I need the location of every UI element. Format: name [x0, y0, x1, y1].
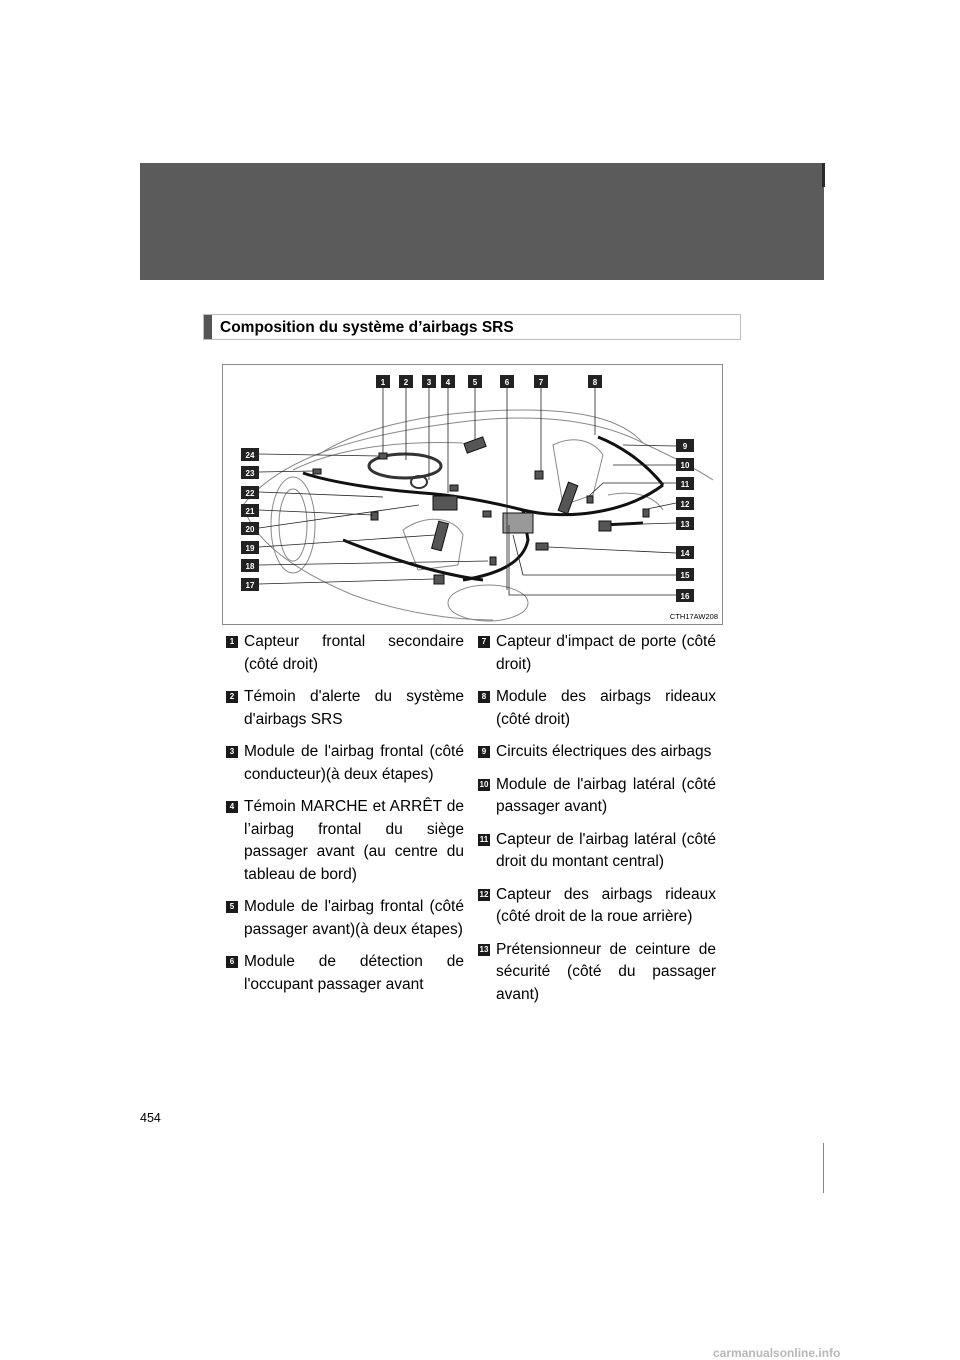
- diagram-label-1: 1: [380, 378, 386, 387]
- item-number: 10: [479, 779, 489, 789]
- item-text: Témoin MARCHE et ARRÊT de l’airbag frontal du siège passager avant (au centre du tableau de bord): [244, 798, 464, 883]
- list-item: [476, 939, 716, 1007]
- item-text: Capteur frontal secondaire (côté droit): [244, 633, 464, 673]
- item-number: 7: [478, 636, 490, 648]
- item-text: Capteur de l'airbag latéral (côté droit du montant central): [496, 830, 716, 870]
- item-number: 8: [478, 691, 490, 703]
- crop-mark-top: [822, 163, 825, 187]
- watermark: carmanualsonline.info: [713, 1346, 841, 1360]
- diagram-label-9: 9: [682, 442, 688, 451]
- section-title-box: [203, 314, 741, 340]
- diagram-label-24: 24: [245, 451, 255, 460]
- item-number: 2: [226, 691, 238, 703]
- diagram-label-8: 8: [592, 378, 598, 387]
- diagram-label-21: 21: [245, 507, 255, 516]
- figure-code: CTH17AW208: [669, 612, 718, 621]
- diagram-label-7: 7: [538, 378, 544, 387]
- section-title-bar: [204, 315, 212, 339]
- item-text: Module de l'airbag frontal (côté passager avant)(à deux étapes): [244, 898, 464, 938]
- item-text: Témoin d'alerte du système d'airbags SRS: [244, 688, 464, 728]
- diagram-label-22: 22: [245, 489, 255, 498]
- legend-list-right: [476, 631, 716, 1016]
- car-illustration: [223, 365, 722, 624]
- diagram-label-5: 5: [472, 378, 478, 387]
- list-item: [476, 686, 716, 731]
- item-number: 9: [478, 746, 490, 758]
- list-item: [224, 631, 464, 676]
- diagram-label-19: 19: [245, 544, 255, 553]
- list-item: [476, 829, 716, 874]
- item-text: Circuits électriques des airbags: [496, 743, 712, 760]
- legend-list-left: [224, 631, 464, 1006]
- item-text: Module de l'airbag frontal (côté conducteur)(à deux étapes): [244, 743, 464, 783]
- item-number: 5: [226, 901, 238, 913]
- item-number: 3: [226, 746, 238, 758]
- list-item: [224, 686, 464, 731]
- list-item: [476, 884, 716, 929]
- list-item: [476, 741, 716, 764]
- diagram-label-14: 14: [680, 549, 690, 558]
- diagram-label-17: 17: [245, 581, 255, 590]
- item-number: 12: [479, 889, 489, 899]
- diagram-label-16: 16: [680, 592, 690, 601]
- list-item: [224, 796, 464, 886]
- diagram-left-labels: [241, 448, 259, 591]
- header-band: [140, 163, 824, 280]
- diagram-label-20: 20: [245, 525, 255, 534]
- item-text: Capteur d'impact de porte (côté droit): [496, 633, 716, 673]
- list-item: [224, 896, 464, 941]
- diagram-right-labels: [676, 439, 694, 602]
- diagram-label-6: 6: [504, 378, 510, 387]
- diagram-label-13: 13: [680, 520, 690, 529]
- section-title: Composition du système d’airbags SRS: [220, 319, 514, 336]
- diagram-top-labels: [376, 375, 602, 388]
- item-text: Module de l'airbag latéral (côté passager avant): [496, 775, 716, 815]
- page-number: 454: [140, 1111, 161, 1125]
- item-text: Module des airbags rideaux (côté droit): [496, 688, 716, 728]
- item-text: Prétensionneur de ceinture de sécurité (côté du passager avant): [496, 940, 716, 1003]
- diagram-label-11: 11: [680, 480, 690, 489]
- diagram-label-23: 23: [245, 469, 255, 478]
- diagram-label-4: 4: [445, 378, 451, 387]
- item-text: Module de détection de l'occupant passager avant: [244, 953, 464, 993]
- list-item: [224, 951, 464, 996]
- item-number: 11: [479, 834, 489, 844]
- list-item: [476, 631, 716, 676]
- diagram-label-12: 12: [680, 500, 690, 509]
- diagram-label-2: 2: [403, 378, 409, 387]
- diagram-label-15: 15: [680, 571, 690, 580]
- list-item: [224, 741, 464, 786]
- item-number: 13: [479, 944, 489, 954]
- item-number: 6: [226, 956, 238, 968]
- list-item: [476, 774, 716, 819]
- item-number: 1: [226, 636, 238, 648]
- diagram-label-3: 3: [426, 378, 432, 387]
- airbag-system-diagram: [222, 364, 723, 625]
- item-number: 4: [226, 801, 238, 813]
- diagram-label-10: 10: [680, 461, 690, 470]
- item-text: Capteur des airbags rideaux (côté droit de la roue arrière): [496, 885, 716, 925]
- margin-rule: [823, 1143, 824, 1193]
- diagram-label-18: 18: [245, 562, 255, 571]
